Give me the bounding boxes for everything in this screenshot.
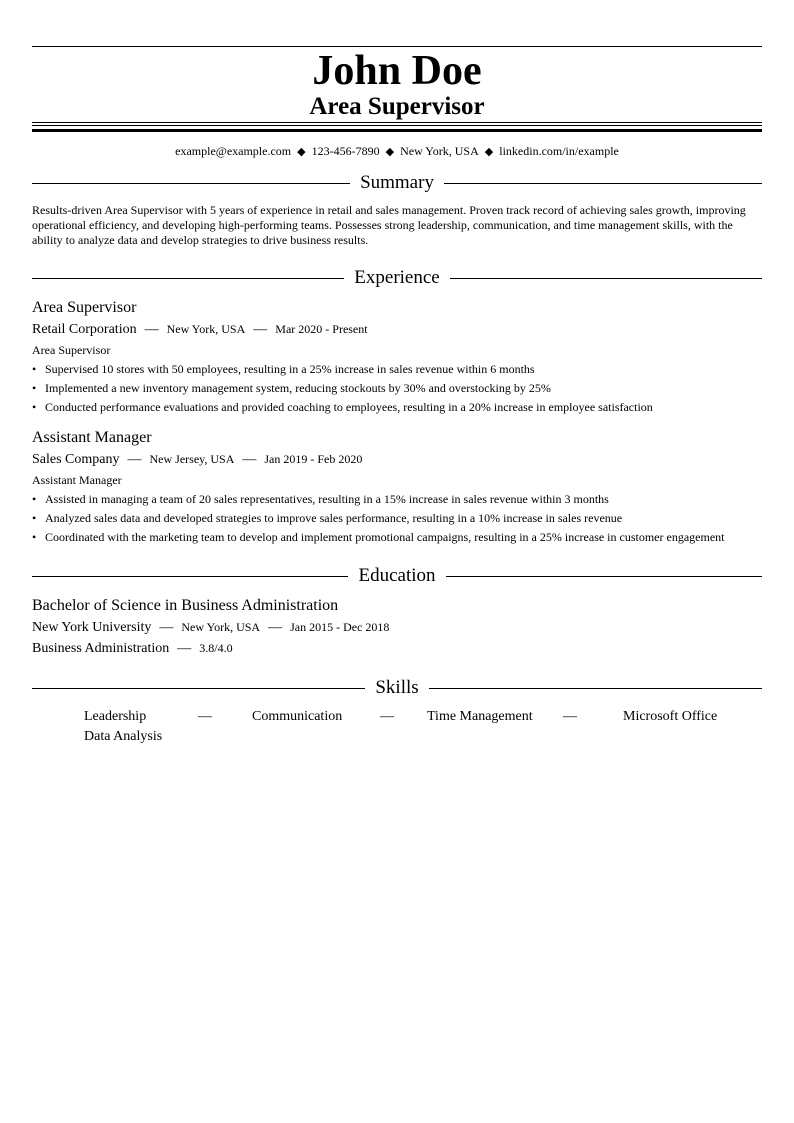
dash-separator: — [177,641,192,656]
job-location: New York, USA [166,322,246,336]
contact-linkedin[interactable]: linkedin.com/in/example [499,144,619,158]
skill-item: Time Management [427,709,533,724]
skill-separator: — [198,709,212,724]
education-field-line [32,639,762,658]
list-item [32,380,762,396]
bullet-icon: • [32,530,37,544]
job-dates: Mar 2020 - Present [275,322,368,336]
header-rule-thin-2 [32,125,762,126]
bullet-icon: • [32,381,37,395]
bullet-text: Supervised 10 stores with 50 employees, resulting in a 25% increase in sales revenue within 6 months [45,362,535,376]
job-location: New Jersey, USA [149,452,235,466]
skill-separator: — [563,709,577,724]
education-location: New York, USA [181,620,261,634]
education-heading [32,565,762,587]
summary-heading-label: Summary [360,172,434,193]
dash-separator: — [144,322,159,337]
job-dates: Jan 2019 - Feb 2020 [264,452,363,466]
job-title: Assistant Manager [32,429,152,446]
education-school-line [32,618,762,637]
skill-item: Communication [252,709,343,724]
heading-rule [444,183,762,184]
list-item [32,491,762,507]
bullet-text: Implemented a new inventory management system, reducing stockouts by 30% and overstocking by 25% [45,381,551,395]
contact-line [32,143,762,160]
dash-separator: — [253,322,268,337]
job-company: Sales Company [32,452,120,467]
bullet-icon: • [32,400,37,414]
dash-separator: — [127,452,142,467]
job-bullets [32,361,762,415]
education-heading-label: Education [358,565,436,586]
job-company-line [32,320,762,339]
diamond-separator-icon: ◆ [297,146,306,158]
list-item [32,399,762,415]
resume-title: Area Supervisor [309,93,485,120]
bullet-icon: • [32,492,37,506]
heading-rule [32,278,344,279]
contact-email[interactable]: example@example.com [175,144,292,158]
job-role: Assistant Manager [32,473,122,487]
bullet-text: Assisted in managing a team of 20 sales representatives, resulting in a 15% increase in sales revenue within 3 months [45,492,609,506]
dash-separator: — [159,620,174,635]
heading-rule [32,183,350,184]
header-rule-thick [32,129,762,132]
list-item [32,529,762,545]
experience-heading-label: Experience [354,267,440,288]
contact-location: New York, USA [400,144,479,158]
dash-separator: — [268,620,283,635]
heading-rule [32,688,365,689]
skill-item: Data Analysis [84,729,163,744]
dash-separator: — [242,452,257,467]
heading-rule [446,576,762,577]
summary-heading [32,172,762,194]
job-company: Retail Corporation [32,322,137,337]
experience-entry [32,298,762,418]
heading-rule [32,576,348,577]
skills-heading-label: Skills [375,677,419,698]
education-dates: Jan 2015 - Dec 2018 [290,620,390,634]
list-item [32,361,762,377]
diamond-separator-icon: ◆ [484,146,494,158]
skill-separator: — [380,709,394,724]
bullet-text: Analyzed sales data and developed strategies to improve sales performance, resulting in a 10% increase in sales revenue [45,511,623,525]
diamond-separator-icon: ◆ [385,146,395,158]
bullet-text: Coordinated with the marketing team to develop and implement promotional campaigns, resulting in a 25% increase in customer engagement [45,530,725,544]
experience-entry [32,428,762,548]
education-degree: Bachelor of Science in Business Administration [32,597,339,614]
bullet-text: Conducted performance evaluations and provided coaching to employees, resulting in a 20% increase in employee satisfaction [45,400,653,414]
skills-heading [32,677,762,699]
education-gpa: 3.8/4.0 [199,641,233,655]
list-item [32,510,762,526]
job-company-line [32,450,762,469]
heading-rule [450,278,762,279]
education-entry [32,596,762,658]
job-role: Area Supervisor [32,343,111,357]
summary-text: Results-driven Area Supervisor with 5 years of experience in retail and sales management. Proven track record of achieving sales growth, improving operational efficiency, and developing high-performing teams. Possesses strong leadership, communication, and time management skills, with the ability to analyze data and develop strategies to drive business results. [32,203,746,247]
bullet-icon: • [32,362,37,376]
resume-name: John Doe [312,48,482,94]
heading-rule [429,688,762,689]
contact-phone[interactable]: 123-456-7890 [311,144,380,158]
header-top-rule [32,46,762,47]
skill-item: Microsoft Office [623,709,718,724]
experience-heading [32,267,762,289]
job-title: Area Supervisor [32,299,137,316]
education-field: Business Administration [32,641,170,656]
job-bullets [32,491,762,545]
header-rule-thin-1 [32,122,762,123]
education-school: New York University [32,620,152,635]
skill-item: Leadership [84,709,147,724]
bullet-icon: • [32,511,37,525]
